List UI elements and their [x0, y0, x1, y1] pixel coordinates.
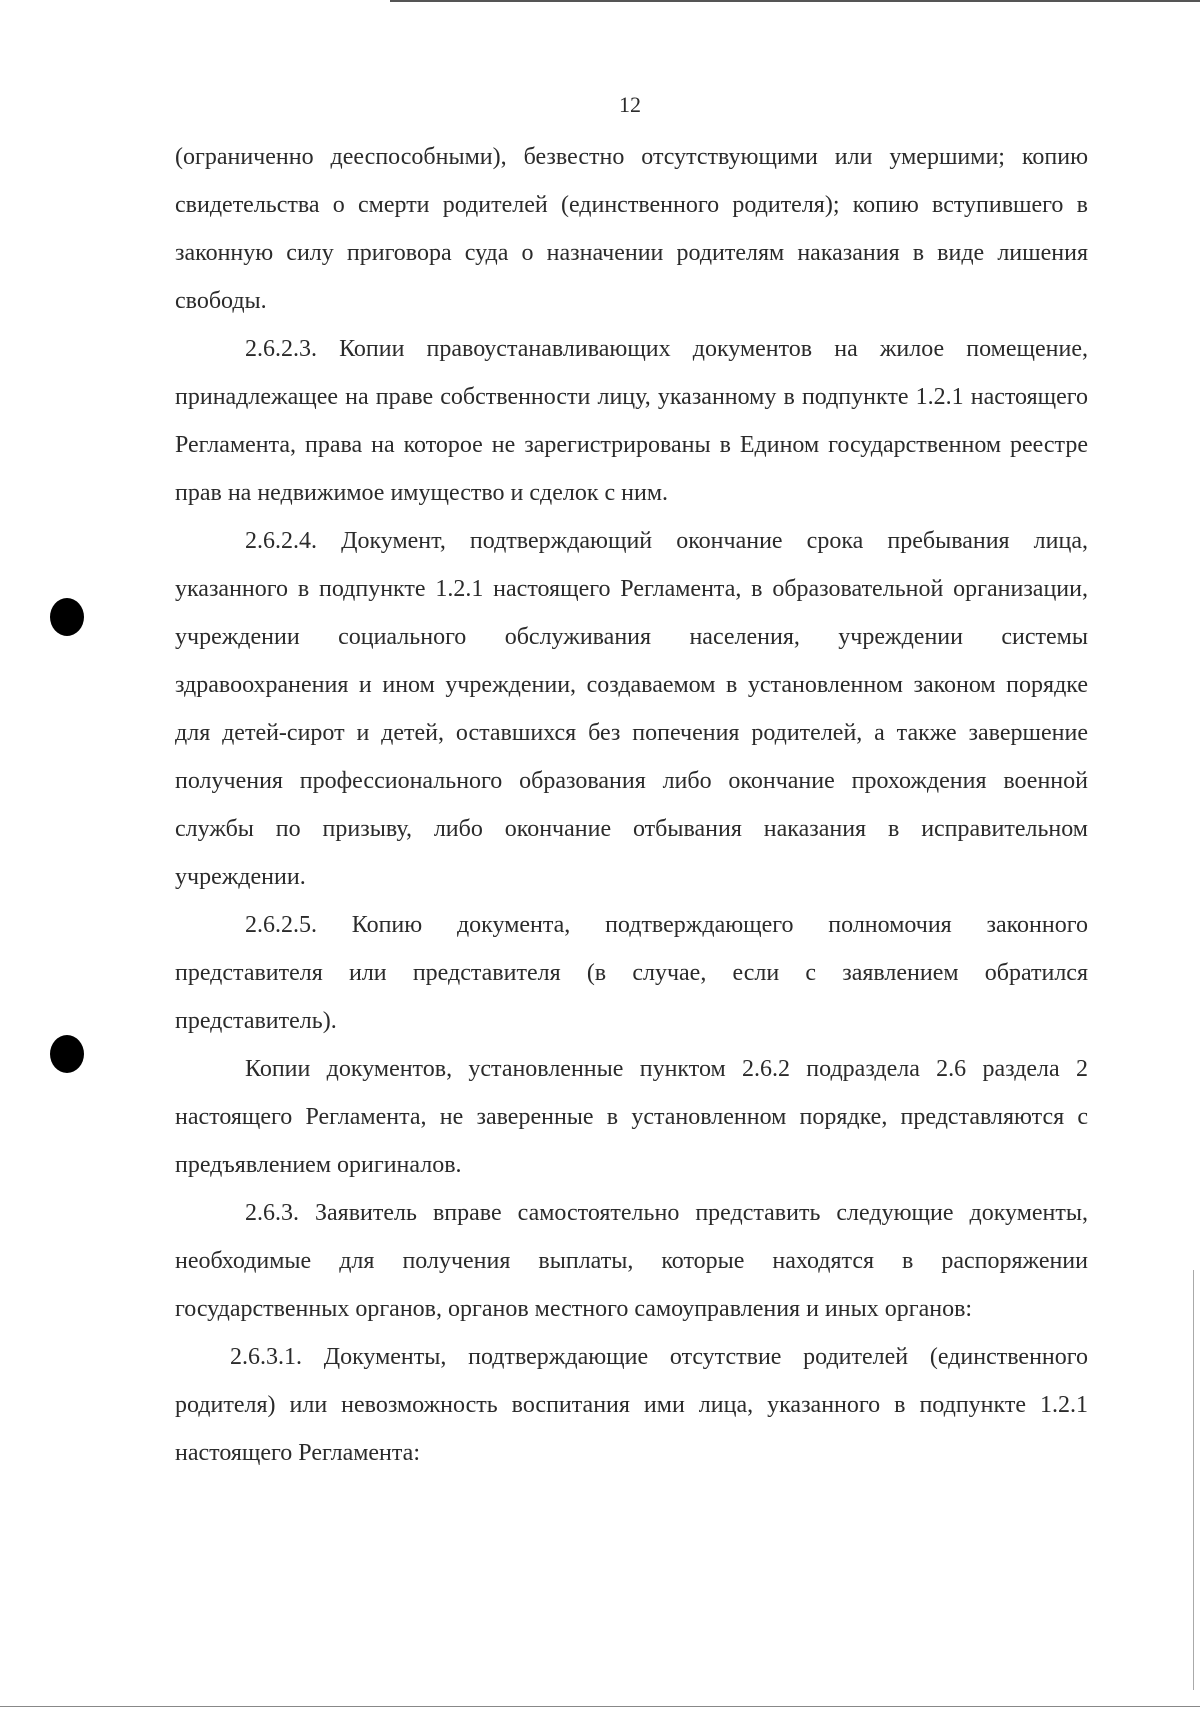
- scan-right-edge-mark: [1193, 1270, 1194, 1690]
- page-number: 12: [619, 92, 641, 117]
- scan-top-edge: [390, 0, 1200, 2]
- punch-hole: [50, 1035, 84, 1073]
- paragraph: 2.6.3. Заявитель вправе самостоятельно представить следующие документы, необходимые для получения выплаты, которые находятся в распоряжении государственных органов, органов местного самоуправления и иных органов:: [175, 1200, 1088, 1322]
- paragraph: Копии документов, установленные пунктом 2.6.2 подраздела 2.6 раздела 2 настоящего Регламента, не заверенные в установленном порядке, представляются с предъявлением оригиналов.: [175, 1056, 1088, 1178]
- document-body: [175, 133, 1088, 1477]
- paragraph: (ограниченно дееспособными), безвестно отсутствующими или умершими; копию свидетельства о смерти родителей (единственного родителя); копию вступившего в законную силу приговора суда о назначении родителям наказания в виде лишения свободы.: [175, 144, 1088, 314]
- paragraph: 2.6.2.3. Копии правоустанавливающих документов на жилое помещение, принадлежащее на праве собственности лицу, указанному в подпункте 1.2.1 настоящего Регламента, права на которое не зарегистрированы в Едином государственном реестре прав на недвижимое имущество и сделок с ним.: [175, 336, 1088, 506]
- punch-hole: [50, 598, 84, 636]
- paragraph: 2.6.3.1. Документы, подтверждающие отсутствие родителей (единственного родителя) или невозможность воспитания ими лица, указанного в подпункте 1.2.1 настоящего Регламента:: [175, 1344, 1088, 1466]
- paragraph: 2.6.2.5. Копию документа, подтверждающего полномочия законного представителя или представителя (в случае, если с заявлением обратился представитель).: [175, 912, 1088, 1034]
- paragraph: 2.6.2.4. Документ, подтверждающий окончание срока пребывания лица, указанного в подпункте 1.2.1 настоящего Регламента, в образовательной организации, учреждении социального обслуживания населения, учреждении системы здравоохранения и ином учреждении, создаваемом в установленном законом порядке для детей-сирот и детей, оставшихся без попечения родителей, а также завершение получения профессионального образования либо окончание прохождения военной службы по призыву, либо окончание отбывания наказания в исправительном учреждении.: [175, 528, 1088, 890]
- scan-bottom-edge: [0, 1706, 1200, 1707]
